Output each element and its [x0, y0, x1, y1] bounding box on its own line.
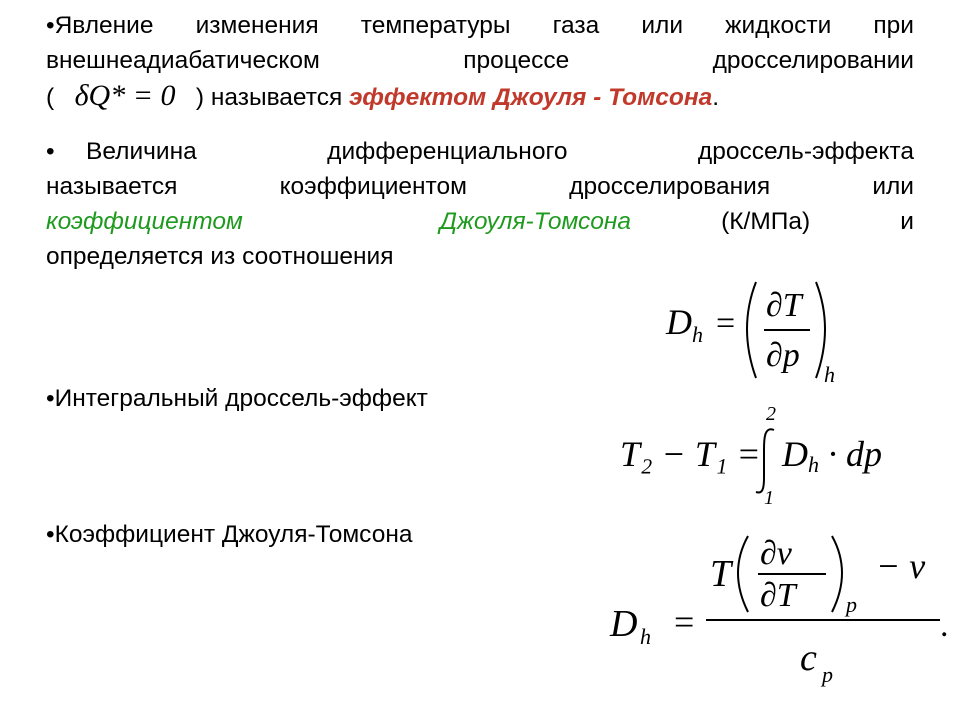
- inline-formula-dq-zero: δQ* = 0: [74, 79, 176, 112]
- svg-text:h: h: [692, 322, 703, 347]
- svg-text:∂v: ∂v: [760, 535, 792, 572]
- svg-text:=: =: [674, 602, 695, 642]
- svg-text:h: h: [824, 362, 835, 387]
- svg-text:D: D: [782, 434, 808, 474]
- svg-text:T₂ − T₁ =: T₂ − T₁ =: [620, 434, 761, 474]
- p1-line1: •Явление изменения температуры газа или жидкости при: [46, 12, 914, 39]
- unit-k-per-mpa: (К/МПа): [721, 208, 811, 235]
- p2-line3: коэффициентом Джоуля-Томсона (К/МПа) и: [46, 204, 914, 239]
- svg-text:∂T: ∂T: [766, 287, 802, 324]
- formula-integral: [614, 400, 914, 510]
- joule-thomson-effect-term: эффектом Джоуля - Томсона: [349, 84, 713, 111]
- svg-text:T: T: [710, 553, 732, 595]
- paragraph-joule-thomson-effect: [46, 8, 914, 115]
- p2-line4: определяется из соотношения: [46, 243, 394, 270]
- paragraph-integral-effect: •Интегральный дроссель-эффект: [46, 385, 428, 412]
- svg-text:∂p: ∂p: [766, 337, 800, 374]
- svg-text:c: c: [800, 637, 817, 679]
- formula-jt-coefficient: [600, 520, 960, 700]
- svg-text:2: 2: [766, 403, 776, 425]
- svg-text:∂T: ∂T: [760, 577, 796, 614]
- svg-text:h: h: [808, 452, 819, 477]
- svg-text:1: 1: [764, 487, 774, 509]
- p1-line3: ( δQ* = 0 ) называется эффектом Джоуля - Томсона.: [46, 79, 720, 112]
- svg-text:D: D: [666, 302, 692, 342]
- p2-line1: • Величина дифференциального дроссель-эффекта: [46, 138, 914, 165]
- svg-text:− v: − v: [876, 546, 926, 586]
- svg-text:.: .: [940, 607, 949, 644]
- paragraph-jt-coefficient: •Коэффициент Джоуля-Томсона: [46, 521, 413, 548]
- p2-line2: называется коэффициентом дросселирования или: [46, 173, 914, 200]
- svg-text:=: =: [716, 305, 736, 342]
- joule-thomson-coefficient-term: коэффициентом Джоуля-Томсона: [46, 208, 631, 235]
- svg-text:D: D: [610, 603, 638, 645]
- svg-text:p: p: [846, 592, 857, 617]
- svg-text:p: p: [822, 662, 833, 687]
- svg-text:h: h: [640, 624, 651, 649]
- formula-dh-partial: [652, 270, 852, 390]
- p1-line2: внешнеадиабатическом процессе дросселировании: [46, 47, 914, 74]
- svg-text:· dp: · dp: [828, 434, 882, 474]
- paragraph-throttling-coefficient: [46, 134, 914, 274]
